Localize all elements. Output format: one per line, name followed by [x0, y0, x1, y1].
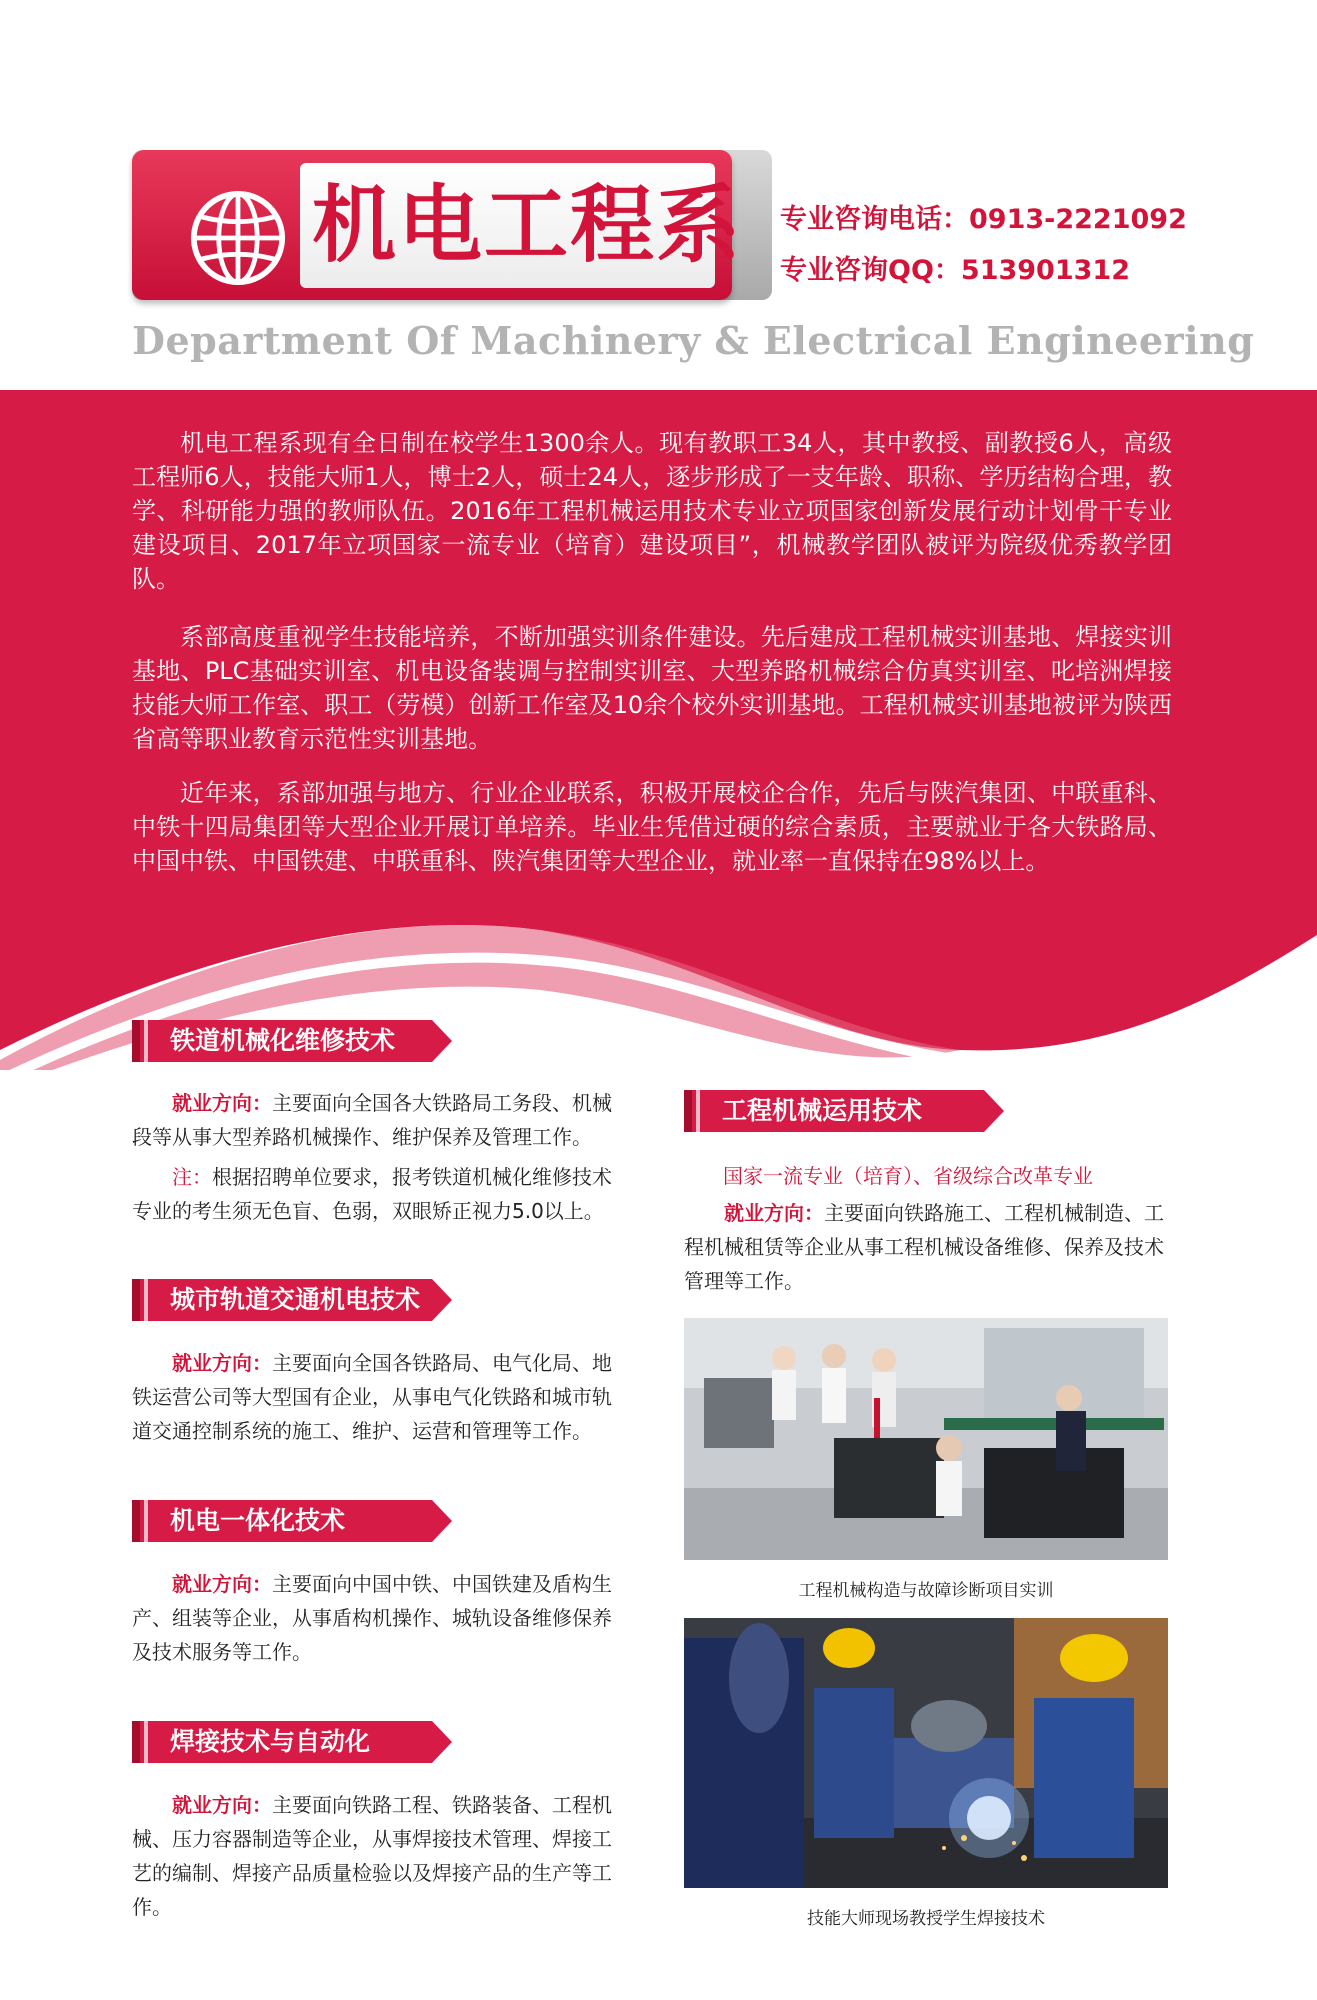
major-tag-mechatronics: [132, 1500, 452, 1542]
employment-label: 就业方向：: [172, 1091, 272, 1115]
note-text-rail: 根据招聘单位要求，报考铁道机械化维修技术专业的考生须无色盲、色弱，双眼矫正视力5.0以上。: [132, 1165, 612, 1223]
employment-label: 就业方向：: [172, 1793, 272, 1817]
major-desc-welding: [132, 1788, 624, 1924]
photo-caption-1: 工程机械构造与故障诊断项目实训: [798, 1581, 1054, 1601]
major-desc-engineering: [684, 1196, 1166, 1298]
globe-icon: [190, 190, 286, 286]
major-tag-engineering: [684, 1090, 1004, 1132]
major-tag-rail: [132, 1020, 452, 1062]
employment-text-rail: 主要面向全国各大铁路局工务段、机械段等从事大型养路机械操作、维护保养及管理工作。: [132, 1091, 612, 1149]
employment-label: 就业方向：: [724, 1201, 824, 1225]
major-name-rail: 铁道机械化维修技术: [170, 1026, 396, 1055]
note-label: 注：: [172, 1165, 212, 1189]
photo-caption-2: 技能大师现场教授学生焊接技术: [807, 1909, 1045, 1929]
contact-qq: 专业咨询QQ：513901312: [780, 255, 1130, 286]
intro-paragraph-1: 机电工程系现有全日制在校学生1300余人。现有教职工34人，其中教授、副教授6人，高级工程师6人，技能大师1人，博士2人，硕士24人，逐步形成了一支年龄、职称、学历结构合理，教学、科研能力强的教师队伍。2016年工程机械运用技术专业立项国家创新发展行动计划骨干专业建设项目、2017年立项国家一流专业（培育）建设项目”，机械教学团队被评为院级优秀教学团队。: [132, 429, 1172, 593]
major-name-urban: 城市轨道交通机电技术: [170, 1285, 421, 1314]
major-desc-mechatronics: [132, 1567, 624, 1669]
employment-label: 就业方向：: [172, 1572, 272, 1596]
employment-text-welding: 主要面向铁路工程、铁路装备、工程机械、压力容器制造等企业，从事焊接技术管理、焊接工艺的编制、焊接产品质量检验以及焊接产品的生产等工作。: [132, 1793, 612, 1919]
employment-text-urban: 主要面向全国各铁路局、电气化局、地铁运营公司等大型国有企业，从事电气化铁路和城市轨道交通控制系统的施工、维护、运营和管理等工作。: [132, 1351, 612, 1443]
major-desc-rail: [132, 1086, 624, 1154]
major-tag-urban: [132, 1279, 452, 1321]
photo-machinery-training: [684, 1318, 1168, 1560]
contact-phone: 专业咨询电话：0913-2221092: [780, 204, 1187, 235]
major-subtitle-engineering: 国家一流专业（培育）、省级综合改革专业: [723, 1164, 1093, 1188]
major-desc-urban: [132, 1346, 624, 1448]
photo-welding-demo: [684, 1618, 1168, 1888]
intro-paragraph-2: 系部高度重视学生技能培养，不断加强实训条件建设。先后建成工程机械实训基地、焊接实训基地、PLC基础实训室、机电设备装调与控制实训室、大型养路机械综合仿真实训室、叱培洲焊接技能大师工作室、职工（劳模）创新工作室及10余个校外实训基地。工程机械实训基地被评为陕西省高等职业教育示范性实训基地。: [132, 623, 1172, 753]
major-name-engineering: 工程机械运用技术: [722, 1096, 923, 1125]
intro-paragraph-3: 近年来，系部加强与地方、行业企业联系，积极开展校企合作，先后与陕汽集团、中联重科、中铁十四局集团等大型企业开展订单培养。毕业生凭借过硬的综合素质，主要就业于各大铁路局、中国中铁、中国铁建、中联重科、陕汽集团等大型企业，就业率一直保持在98%以上。: [132, 779, 1172, 875]
page-title: 机电工程系: [312, 176, 743, 274]
major-note-rail: [132, 1160, 624, 1228]
english-subtitle: Department Of Machinery & Electrical Engineering: [132, 318, 1255, 363]
employment-text-mechatronics: 主要面向中国中铁、中国铁建及盾构生产、组装等企业，从事盾构机操作、城轨设备维修保养及技术服务等工作。: [132, 1572, 612, 1664]
major-name-mechatronics: 机电一体化技术: [170, 1506, 346, 1535]
major-tag-welding: [132, 1721, 452, 1763]
employment-text-engineering: 主要面向铁路施工、工程机械制造、工程机械租赁等企业从事工程机械设备维修、保养及技术管理等工作。: [684, 1201, 1164, 1293]
major-name-welding: 焊接技术与自动化: [170, 1727, 371, 1756]
employment-label: 就业方向：: [172, 1351, 272, 1375]
